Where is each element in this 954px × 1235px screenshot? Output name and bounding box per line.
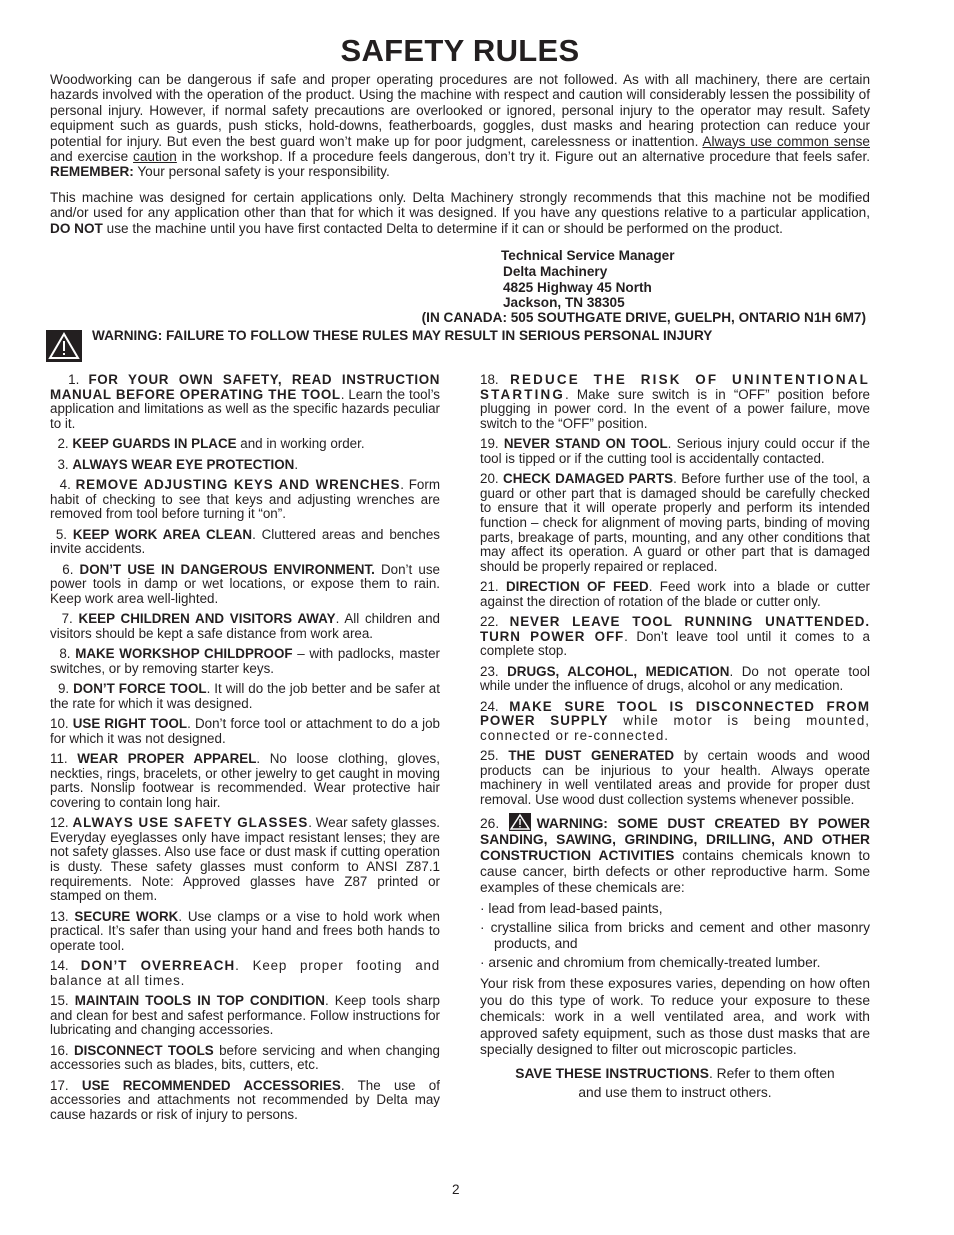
remember-label: REMEMBER: [50,164,134,180]
warning-banner: WARNING: FAILURE TO FOLLOW THESE RULES MAY RESULT IN SERIOUS PERSONAL INJURY [92,328,713,344]
rules-column-right [480,373,870,1102]
rule-item: 3. ALWAYS WEAR EYE PROTECTION. [57,456,299,472]
risk-paragraph: Your risk from these exposures varies, depending on how often you do this type of work. To reduce your exposure to these chemicals: work in a well ventilated area, and work with approved safety equipment, such as those dust masks that are specially designed to filter out microscopic particles. [480,976,870,1057]
list-item: · crystalline silica from bricks and cement and other masonry products, and [480,919,870,951]
rule-item: 25. THE DUST GENERATED by certain woods and wood products can be injurious to your health. Always operate machinery in well ventilated areas and provide for proper dust removal. Use wood dust collection systems whenever possible. [480,748,871,808]
save-text: and use them to instruct others. [578,1085,772,1101]
rule-item: 24. MAKE SURE TOOL IS DISCONNECTED FROM POWER SUPPLY while motor is being mounted, connected or re-connected. [480,698,870,743]
rule-item: 16. DISCONNECT TOOLS before servicing and when changing accessories such as blades, bits, cutters, etc. [50,1042,440,1073]
save-text: . Refer to them often [708,1066,835,1082]
address-line: Jackson, TN 38305 [503,295,625,311]
intro [50,72,870,236]
page-number: 2 [452,1182,460,1197]
save-instructions [480,1064,870,1102]
rule-item: 7. KEEP CHILDREN AND VISITORS AWAY. All children and visitors should be kept a safe distance from work area. [50,611,441,641]
caution-underline: caution [133,149,177,165]
rule-item: 10. USE RIGHT TOOL. Don’t force tool or attachment to do a job for which it was not designed. [50,716,440,746]
save-label: SAVE THESE INSTRUCTIONS [515,1066,709,1082]
rule-item: 23. DRUGS, ALCOHOL, MEDICATION. Do not operate tool while under the influence of drugs, alcohol or any medication. [480,663,870,694]
intro-paragraph-2 [50,190,870,236]
rule-item: 4. REMOVE ADJUSTING KEYS AND WRENCHES. Form habit of checking to see that keys and adjusting wrenches are removed from tool before turning it “on”. [50,476,440,522]
rule-item: 18. REDUCE THE RISK OF UNINTENTIONAL STARTING. Make sure switch is in “OFF” position before plugging in power cord. In the event of a power failure, move switch to the “OFF” position. [480,372,870,431]
address-line: 4825 Highway 45 North [503,279,652,295]
rule-item: 15. MAINTAIN TOOLS IN TOP CONDITION. Keep tools sharp and clean for best and safest performance. Follow instructions for lubricating and changing accessories. [50,993,440,1038]
intro-paragraph-1 [50,72,870,180]
intro-text: This machine was designed for certain applications only. Delta Machinery strongly recommends that this machine not be modified and/or used for any application other than that for which it was designed. If you have any questions relative to a particular application, [50,189,870,221]
rule-item: 8. MAKE WORKSHOP CHILDPROOF – with padlocks, master switches, or by removing starter keys. [50,646,440,676]
rule-item: 11. WEAR PROPER APPAREL. No loose clothing, gloves, neckties, rings, bracelets, or other jewelry to get caught in moving parts. Nonslip footwear is recommended. Wear protective hair covering to contain long hair. [50,751,440,810]
rule-item: 21. DIRECTION OF FEED. Feed work into a blade or cutter against the direction of rotation of the blade or cutter only. [480,579,870,609]
rule-item: 2. KEEP GUARDS IN PLACE and in working order. [57,436,365,452]
page-content [50,30,870,344]
rule-item: 5. KEEP WORK AREA CLEAN. Cluttered areas and benches invite accidents. [50,526,440,557]
intro-text: use the machine until you have first contacted Delta to determine if it can or should be performed on the product. [102,220,783,236]
common-sense-underline: Always use common sense [702,133,870,149]
warning-icon [46,330,82,362]
intro-text: in the workshop. If a procedure feels dangerous, don’t try it. Figure out an alternative procedure that feels safer. [176,149,870,165]
intro-text: Woodworking can be dangerous if safe and proper operating procedures are not followed. As with all machinery, there are certain hazards involved with the operation of the product. Using the machine with respect and caution will considerably lessen the possibility of personal injury. However, if normal safety precautions are overlooked or ignored, personal injury to the operator may result. Safety equipment such as guards, push sticks, hold-downs, featherboards, goggles, dust masks and hearing protection can reduce your potential for injury. But even the best guard won’t make up for poor judgment, carelessness or inattention. [50,72,870,149]
rule-item: 6. DON’T USE IN DANGEROUS ENVIRONMENT. Don’t use power tools in damp or wet locations, or expose them to rain. Keep work area well-lighted. [50,561,440,606]
list-item: · lead from lead-based paints, [480,901,663,917]
canada-address: (IN CANADA: 505 SOUTHGATE DRIVE, GUELPH, ONTARIO N1H 6M7) [421,310,866,326]
page-title: SAFETY RULES [340,33,580,68]
chemical-list [480,901,870,970]
list-item: · arsenic and chromium from chemically-treated lumber. [480,954,821,970]
rule-item: 22. NEVER LEAVE TOOL RUNNING UNATTENDED. TURN POWER OFF. Don’t leave tool until it comes to a complete stop. [480,614,870,659]
address-line: Delta Machinery [503,263,608,279]
do-not-label: DO NOT [50,220,103,236]
warning-icon [509,813,531,831]
rule-item: 14. DON’T OVERREACH. Keep proper footing and balance at all times. [50,958,440,988]
rule-item: 19. NEVER STAND ON TOOL. Serious injury could occur if the tool is tipped or if the cutting tool is accidentally contacted. [480,436,870,466]
rules-column-left [50,373,440,1128]
rule-item: 12. ALWAYS USE SAFETY GLASSES. Wear safety glasses. Everyday eyeglasses only have impact resistant lenses; they are not safety glasses. Also use face or dust mask if cutting operation is dusty. These safety glasses must conform to ANSI Z87.1 requirements. Note: Approved glasses have Z87 printed or stamped on them. [50,815,440,904]
rule-item: 26. WARNING: SOME DUST CREATED BY POWER SANDING, SAWING, GRINDING, DRILLING, AND OTHER CONSTRUCTION ACTIVITIES contains chemicals known to cause cancer, birth defects or other reproductive harm. Some examples of these chemicals are: [480,813,870,895]
rule-item: 13. SECURE WORK. Use clamps or a vise to hold work when practical. It’s safer than using your hand and frees both hands to operate tool. [50,908,440,953]
rule-item: 17. USE RECOMMENDED ACCESSORIES. The use of accessories and attachments not recommended by Delta may cause hazards or risk of injury to persons. [50,1077,440,1122]
rule-item: 9. DON’T FORCE TOOL. It will do the job better and be safer at the rate for which it was designed. [50,681,440,711]
address-line: Technical Service Manager [501,248,675,264]
intro-text: and exercise [50,149,134,165]
intro-text: Your personal safety is your responsibility. [133,164,390,180]
rule-item: 20. CHECK DAMAGED PARTS. Before further use of the tool, a guard or other part that is damaged should be carefully checked to ensure that it will operate properly and perform its intended function – check for alignment of moving parts, binding of moving parts, breakage of parts, mounting, and any other conditions that may affect its operation. A guard or other part that is damaged should be properly repaired or replaced. [480,471,871,574]
address-block [501,248,870,311]
rule-item: 1. FOR YOUR OWN SAFETY, READ INSTRUCTION MANUAL BEFORE OPERATING THE TOOL. Learn the tool’s application and limitations as well as the specific hazards peculiar to it. [50,372,440,431]
